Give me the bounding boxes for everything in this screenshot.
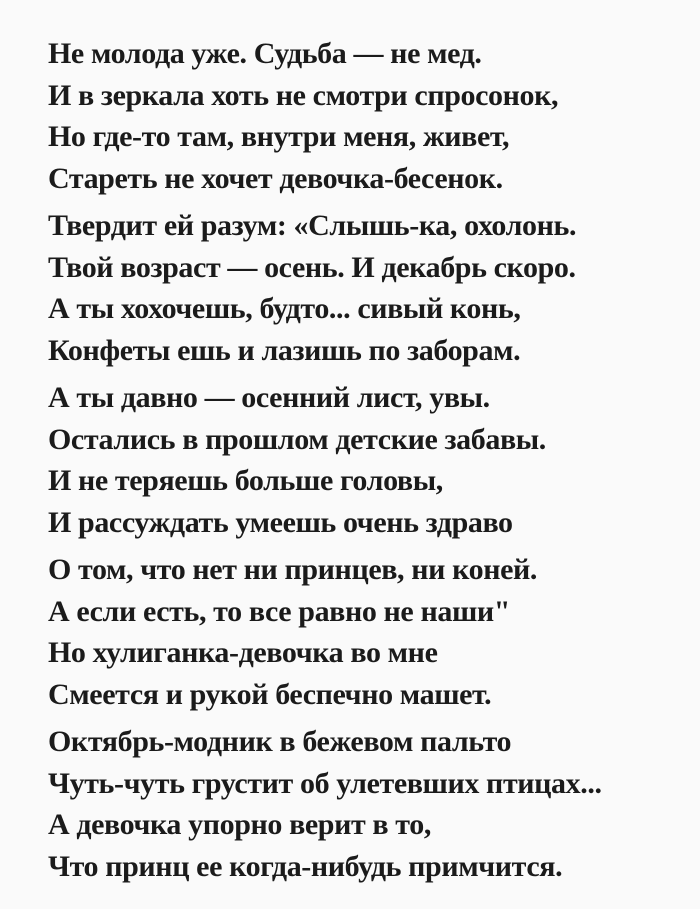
poem-line: Остались в прошлом детские забавы. [48,422,546,456]
poem-line: Твой возраст — осень. И декабрь скоро. [48,250,576,284]
poem-line: И рассуждать умеешь очень здраво [48,505,513,539]
poem-line: А если есть, то все равно не наши" [48,594,511,628]
poem-line: И не теряешь больше головы, [48,464,443,497]
poem-line: Но хулиганка-девочка во мне [48,636,438,669]
poem-line: Конфеты ешь и лазишь по заборам. [48,333,521,367]
poem-line: Октябрь-модник в бежевом пальто [48,725,512,758]
poem-line: И в зеркала хоть не смотри спросонок, [48,78,559,112]
poem-line: О том, что нет ни принцев, ни коней. [48,553,537,586]
poem-line: Что принц ее когда-нибудь примчится. [48,849,563,883]
poem-line: Стареть не хочет девочка-бесенок. [48,161,503,195]
stanza-1 [48,33,680,199]
stanza-2 [48,205,680,371]
poem-line: Чуть-чуть грустит об улетевших птицах... [48,766,602,800]
poem-line: А ты давно — осенний лист, увы. [48,381,490,414]
poem-line: Не молода уже. Судьба — не мед. [48,37,482,70]
poem-line: А девочка упорно верит в то, [48,808,431,841]
poem-line: Смеется и рукой беспечно машет. [48,677,492,711]
stanza-5 [48,721,680,887]
stanza-3 [48,377,680,543]
poem-line: Но где-то там, внутри меня, живет, [48,120,510,153]
poem-line: А ты хохочешь, будто... сивый конь, [48,292,521,325]
poem-line: Твердит ей разум: «Слышь-ка, охолонь. [48,209,577,242]
stanza-4 [48,549,680,715]
